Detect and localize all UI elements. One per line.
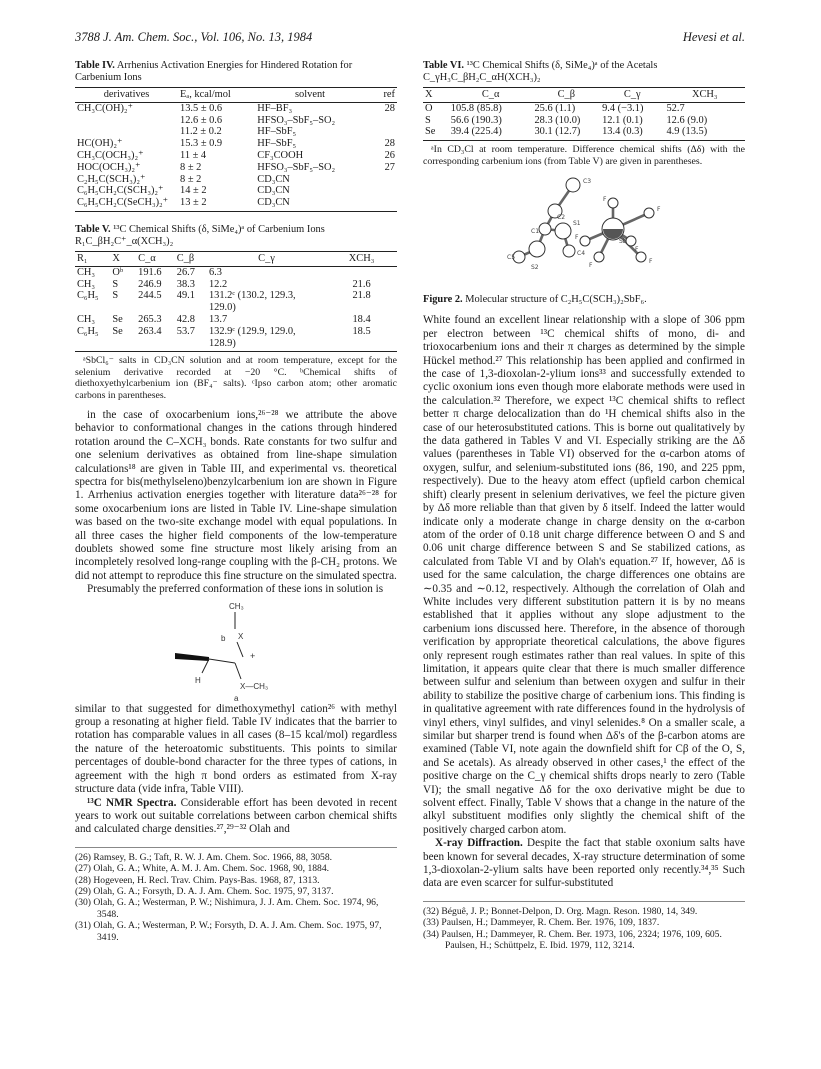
table5-header: C_α — [136, 251, 175, 266]
struct-b-label: b — [221, 633, 226, 643]
table4-cell: HF–BF₃ — [257, 102, 293, 114]
nmr-text: Considerable effort has been devoted in recent years to work out suitable correlations between carbon chemical shifts and calculated charge densities.²⁷,²⁹⁻³² Olah and — [75, 796, 397, 836]
table5-cell: 13.7 — [208, 313, 228, 325]
table4-cell: 14 ± 2 — [180, 185, 207, 197]
table5-cell: S — [112, 278, 119, 290]
left-column — [75, 60, 397, 943]
journal-citation: 3788 J. Am. Chem. Soc., Vol. 106, No. 13, 1984 — [75, 30, 313, 44]
atom-f — [636, 252, 646, 262]
atom-s2 — [529, 241, 545, 257]
table5-cell: Oᵇ — [112, 266, 124, 278]
table5-cell: 26.7 — [176, 266, 195, 278]
table4-cell: HFSO₃–SbF₅–SO₂ — [257, 161, 336, 173]
table4-row — [75, 185, 397, 197]
table5-row — [75, 314, 397, 326]
atom-label: C4 — [577, 250, 586, 257]
xray-heading: X-ray Diffraction. — [435, 837, 523, 850]
left-paragraph-1: in the case of oxocarbenium ions,²⁶⁻²⁸ we attribute the above behavior to conformational changes in the cations through hindered rotation around the C–XCH₃ bonds. Rate constants for two sulfur and one selenium derivatives as obtained from line-shape simulation calculations¹⁸ are given in Table III, and experimental vs. theoretical spectra for bis(methylseleno)benzylcarbenium ion are shown in Figure 1. Arrhenius activation energies together with literature data²⁶⁻²⁸ for some oxocarbenium ions are listed in Table IV. Line-shape simulation was based on the two-site exchange model with equal populations. In all three cases the higher field components of the low-temperature doublets showed some fine structure most likely arising from an incompletely resolved long-range coupling with the β-CH₂ protons. We did not attempt to reproduce this fine structure on the simulated spectra. — [75, 408, 397, 582]
table4-cell: C₆H₅CH₂C(SCH₃)₂⁺ — [77, 185, 164, 197]
atom-label: S2 — [531, 264, 539, 271]
reference-item: (26) Ramsey, B. G.; Taft, R. W. J. Am. Chem. Soc. 1966, 88, 3058. — [75, 851, 333, 863]
table4-cell: 15.3 ± 0.9 — [180, 138, 223, 150]
struct-x-top: X — [238, 631, 244, 641]
table4-row — [75, 197, 397, 211]
table4-cell: CH₃C(OCH₃)₂⁺ — [77, 149, 144, 161]
figure2-caption — [423, 293, 745, 306]
table4-cell: HC(OH)₂⁺ — [77, 138, 123, 150]
authors: Hevesi et al. — [682, 30, 745, 44]
table5-cell: 191.6 — [138, 266, 162, 278]
table6-cell: Se — [423, 126, 449, 140]
bond-c-c — [209, 659, 235, 663]
table4-cell: 12.6 ± 0.6 — [180, 114, 223, 126]
table6-header: C_β — [532, 88, 600, 103]
atom-label: S1 — [573, 220, 581, 227]
reference-item: (33) Paulsen, H.; Dammeyer, R. Chem. Ber. 1976, 109, 1837. — [423, 917, 660, 929]
table4-cell: C₂H₅C(SCH₃)₂⁺ — [77, 173, 146, 185]
table6-cell: 25.6 (1.1) — [534, 102, 576, 114]
table5-row — [75, 279, 397, 291]
table5-label: Table V. — [75, 223, 111, 235]
atom-label: F — [589, 262, 593, 269]
table6-caption — [423, 60, 745, 84]
atom-label: F — [575, 234, 579, 241]
struct-ch3-top: CH₃ — [229, 601, 244, 611]
reference-item: (30) Olah, G. A.; Westerman, P. W.; Nishimura, J. J. Am. Chem. Soc. 1974, 96, 3548. — [75, 897, 379, 920]
table5-header: R₁ — [75, 251, 110, 266]
atom-label: C3 — [583, 178, 592, 185]
table5-cell: 21.8 — [352, 290, 371, 302]
table5-cell: S — [112, 290, 119, 302]
table5-header: C_β — [175, 251, 207, 266]
left-references — [75, 847, 397, 943]
table5-row — [75, 326, 397, 352]
table6-cell: 12.6 (9.0) — [666, 114, 708, 126]
table4-row — [75, 102, 397, 114]
table5-title: ¹³C Chemical Shifts (δ, SiMe₄)ᵃ of Carbenium Ions R₁C_βH₂C⁺_α(XCH₃)₂ — [75, 223, 325, 247]
table4-cell: 26 — [384, 149, 395, 161]
figure2-label: Figure 2. — [423, 294, 463, 305]
table4-row — [75, 115, 397, 127]
table4-cell: 8 ± 2 — [180, 173, 202, 185]
table4-cell: C₆H₅CH₂C(SeCH₃)₂⁺ — [75, 197, 178, 211]
table4-cell: CD₃CN — [257, 173, 290, 185]
table5-cell: 244.5 — [138, 290, 162, 302]
atom-label: F — [657, 206, 661, 213]
table5-cell: 12.2 — [208, 278, 228, 290]
table5-cell: 18.4 — [352, 313, 371, 325]
table6-cell: 39.4 (225.4) — [449, 126, 533, 140]
table5-cell: 42.8 — [176, 313, 195, 325]
figure2-text: Molecular structure of C₂H₅C(SCH₃)₂SbF₆. — [465, 294, 647, 305]
atom-label: F — [603, 196, 607, 203]
table6 — [423, 87, 745, 141]
table5-cell: C₆H₅ — [77, 290, 99, 302]
table6-header: X — [423, 88, 449, 103]
table5-cell: 6.3 — [208, 266, 222, 278]
table4-cell — [365, 174, 397, 186]
table4-cell: 8 ± 2 — [180, 161, 202, 173]
struct-x-ch3: X—CH₃ — [240, 681, 269, 691]
table4-cell — [365, 126, 397, 138]
table4-header: ref — [365, 88, 397, 103]
bond-c-xb — [235, 663, 241, 679]
atom-c4 — [563, 245, 575, 257]
table4-label: Table IV. — [75, 60, 115, 71]
atom-label: C2 — [557, 214, 566, 221]
table5-header: XCH₃ — [326, 251, 397, 266]
bond-c-x — [237, 642, 243, 657]
table4-cell: HF–SbF₅ — [257, 138, 297, 150]
table4-header-row — [75, 88, 397, 103]
xray-text: Despite the fact that stable oxonium salts have been known for several decades, X-ray structure determination of some 1,3-dioxolan-2-ylium salts have been reported only recently.³⁴,³⁵ Such data are even scarcer for sulfur-substituted — [423, 837, 745, 890]
table5-cell: Se — [112, 313, 123, 325]
table5-header-row — [75, 251, 397, 266]
table5-header: X — [110, 251, 136, 266]
table6-cell: 9.4 (−3.1) — [602, 102, 644, 114]
atom-f — [608, 198, 618, 208]
table6-header: XCH₃ — [664, 88, 745, 103]
table4-title: Arrhenius Activation Energies for Hindered Rotation for Carbenium Ions — [75, 60, 353, 83]
table5-cell: CH₃ — [77, 278, 96, 290]
table4-cell: CF₃COOH — [257, 149, 304, 161]
atom-f — [580, 236, 590, 246]
atom-f — [644, 208, 654, 218]
table5 — [75, 251, 397, 352]
table6-row — [423, 102, 745, 114]
table5-cell: 246.9 — [138, 278, 162, 290]
table6-header: C_γ — [600, 88, 664, 103]
table4-header: solvent — [255, 88, 364, 103]
atom-f — [626, 236, 636, 246]
table4-header: Eₐ, kcal/mol — [178, 88, 255, 103]
table5-cell: 263.4 — [136, 326, 175, 352]
atom-label: F — [649, 258, 653, 265]
table6-footnote: ᵃIn CD₃Cl at room temperature. Difference chemical shifts (Δδ) with the corresponding carbenium ions (from Table V) are given in parentheses. — [423, 144, 745, 167]
atom-label: C5 — [507, 254, 516, 261]
reference-item: (28) Hogeveen, H. Recl. Trav. Chim. Pays-Bas. 1968, 87, 1313. — [75, 874, 320, 886]
right-paragraph-1: White found an excellent linear relationship with a slope of 306 ppm per electron between ¹³C chemical shifts of mono, di- and trioxocarbenium ions and their π charges as determined by the simple Hückel method.²⁷ This relationship has been applied and confirmed in the case of 1,3-dioxolan-2-ylium ions³³ and successfully extended to cyclic oxonium ions even though more elaborate methods were used in the calculation.³² Therefore, we expect ¹³C chemical shifts to reflect better π charge delocalization than do ¹H chemical shifts also in the case of our heterosubstituted cations. This is borne out qualitatively by the data gathered in Tables V and VI. Especially striking are the Δδ values (parentheses in Table VI) observed for the α-carbon atoms of oxygen, sulfur, and selenium-substituted ions (86, 190, and 225 ppm, respectively). Due to the heavy atom effect (upfield carbon chemical shift) clearly present in selenium derivatives, we feel the picture given by Δδ more reliable than that given by δ itself. Indeed the latter would indicate only a moderate change in charge density on the α-carbon atom of the order of 0.18 unit charge difference between O and S and 0.06 unit charge difference between S and Se stabilized cations, as calculated from Table VI and by Olah's equation.²⁷ If, however, Δδ is used for the same calculation, the charge differences one obtains are ∼0.35 and ∼0.12, respectively. Although the correlation of Olah and White includes very different substitution pattern it is by no means established that it applies without any slope adjustment to the carbenium ions discussed here. Therefore, in the absence of thorough verification by appropriate theoretical calculations, the above figures only represent rough estimates rather than real values. In spite of this limitation, it appears quite clear that there is much smaller difference between sulfur and selenium than between oxygen and sulfur in their ability to stabilize the positive charge of carbenium ions. This finding is in qualitative agreement with rate differences found in the hydrolysis of vinyl ethers, vinyl sulfides, and vinyl selenides.⁸ On a smaller scale, a similar but sharper trend is found when Δδ's of the β-carbon atoms are examined (Table VI, note again the downfield shift for Cβ of the O, S, and Se acetals). As already observed in other cases,¹ the effect of the positive charge on the C_γ chemical shifts drops nearly to zero (Table VI); the small negative Δδ for the oxo derivative might be due to solvent effect. Finally, Table V shows that a change in the nature of the alkyl substituent modifies only slightly the chemical shift of the positively charged carbon atom. — [423, 314, 745, 836]
table6-label: Table VI. — [423, 60, 465, 71]
nmr-heading: ¹³C NMR Spectra. — [87, 796, 177, 809]
wedge-bond — [175, 653, 209, 661]
atom-c3 — [566, 178, 580, 192]
table6-row — [423, 126, 745, 140]
table6-cell: 12.1 (0.1) — [602, 114, 643, 126]
table5-cell: CH₃ — [77, 313, 96, 325]
table6-cell: 13.4 (0.3) — [600, 126, 664, 140]
struct-h: H — [195, 675, 201, 685]
table5-cell: Se — [110, 326, 136, 352]
atom-s1 — [555, 223, 571, 239]
figure2-molecule — [423, 171, 745, 291]
table6-cell: S — [425, 114, 431, 126]
structure-a-diagram — [75, 597, 397, 703]
atom-label: C1 — [531, 228, 540, 235]
table5-cell: 18.5 — [326, 326, 397, 352]
table4-cell — [365, 185, 397, 197]
table4-cell — [365, 197, 397, 211]
table5-cell — [326, 266, 397, 278]
table6-cell: 105.8 (85.8) — [450, 102, 502, 114]
table4-cell: CH₃C(OH)₂⁺ — [77, 102, 134, 114]
left-paragraph-3: similar to that suggested for dimethoxymethyl cation²⁶ with methyl group a resonating at higher field. Table IV indicates that the barrier to rotation has comparable values in all cases (8–15 kcal/mol) regardless the nature of the heteroatomic substituents. This points to similar percentages of double-bond character for the three types of cations, in agreement with the high π bond orders as estimated from X-ray structure data (vide infra, Table VIII). — [75, 702, 397, 796]
table6-cell: 52.7 — [666, 102, 685, 114]
atom-c1 — [539, 223, 551, 235]
table4-cell: 28 — [384, 138, 395, 150]
right-column — [423, 60, 745, 952]
table4-cell: HF–SbF₅ — [257, 126, 297, 138]
right-paragraph-2 — [423, 837, 745, 891]
table5-row — [75, 290, 397, 314]
table4-cell: 13.5 ± 0.6 — [180, 102, 223, 114]
table5-header: C_γ — [207, 251, 326, 266]
table4-cell: CD₃CN — [255, 197, 364, 211]
table4-cell: CD₃CN — [257, 185, 290, 197]
table6-cell: 30.1 (12.7) — [532, 126, 600, 140]
table6-row — [423, 115, 745, 127]
right-references — [423, 901, 745, 952]
table6-cell: 4.9 (13.5) — [664, 126, 745, 140]
table4-cell: 13 ± 2 — [178, 197, 255, 211]
table5-row — [75, 266, 397, 278]
reference-item: (34) Paulsen, H.; Dammeyer, R. Chem. Ber. 1973, 106, 2324; 1976, 109, 605. Paulsen, H.; Schüttpelz, E. Ibid. 1979, 112, 3214. — [423, 928, 722, 952]
table4 — [75, 87, 397, 212]
table5-cell: CH₃ — [77, 266, 96, 278]
table4-row — [75, 174, 397, 186]
table5-footnote: ᵃSbCl₆⁻ salts in CD₃CN solution and at room temperature, except for the selenium derivative recorded at −20 °C. ᵇChemical shifts of diethoxyethylcarbenium ion (BF₄⁻ salts). ᶜIpso carbon atom; other aromatic carbons in parentheses. — [75, 355, 397, 401]
table5-cell: 49.1 — [176, 290, 195, 302]
table6-cell: O — [425, 102, 433, 114]
table6-cell: 56.6 (190.3) — [450, 114, 502, 126]
table4-header: derivatives — [75, 88, 178, 103]
reference-item: (27) Olah, G. A.; White, A. M. J. Am. Chem. Soc. 1968, 90, 1884. — [75, 863, 330, 875]
reference-item: (31) Olah, G. A.; Westerman, P. W.; Forsyth, D. A. J. Am. Chem. Soc. 1975, 97, 3419. — [75, 920, 382, 943]
struct-plus: + — [250, 650, 256, 661]
table4-cell — [365, 115, 397, 127]
table5-cell: C₆H₅ — [75, 326, 110, 352]
table4-cell: 27 — [384, 161, 395, 173]
atom-f — [594, 252, 604, 262]
table6-header-row — [423, 88, 745, 103]
bond-ch2-h — [202, 659, 209, 673]
table4-row — [75, 138, 397, 150]
table6-cell: 28.3 (10.0) — [534, 114, 581, 126]
table4-caption — [75, 60, 397, 84]
table4-cell: 11.2 ± 0.2 — [180, 126, 222, 138]
reference-item: (32) Béguê, J. P.; Bonnet-Delpon, D. Org. Magn. Reson. 1980, 14, 349. — [423, 905, 698, 917]
left-paragraph-2: Presumably the preferred conformation of these ions in solution is — [87, 583, 384, 596]
table5-cell: 21.6 — [352, 278, 371, 290]
left-paragraph-4 — [75, 797, 397, 837]
table6-header: C_α — [449, 88, 533, 103]
atom-label: Sb — [619, 238, 627, 245]
table5-cell: 131.2ᶜ (130.2, 129.3, 129.0) — [208, 290, 296, 314]
table4-row — [75, 150, 397, 162]
table5-cell: 38.3 — [176, 278, 195, 290]
table4-cell: 11 ± 4 — [180, 149, 207, 161]
table4-cell — [75, 115, 178, 127]
table4-cell: 28 — [384, 102, 395, 114]
table4-cell — [75, 126, 178, 138]
table6-title: ¹³C Chemical Shifts (δ, SiMe₄)ᵃ of the Acetals C_γH₃C_βH₂C_αH(XCH₃)₂ — [423, 60, 658, 83]
table5-cell: 53.7 — [175, 326, 207, 352]
reference-item: (29) Olah, G. A.; Forsyth, D. A. J. Am. Chem. Soc. 1975, 97, 3137. — [75, 885, 334, 897]
struct-a-label: a — [234, 693, 239, 703]
table5-cell: 132.9ᶜ (129.9, 129.0, 128.9) — [207, 326, 326, 352]
table5-cell: 265.3 — [138, 313, 162, 325]
table4-cell: HFSO₃–SbF₅–SO₂ — [257, 114, 336, 126]
table4-cell: HOC(OCH₃)₂⁺ — [77, 161, 141, 173]
table4-row — [75, 126, 397, 138]
table5-caption — [75, 224, 397, 248]
table4-row — [75, 162, 397, 174]
atom-label: F — [635, 246, 639, 253]
